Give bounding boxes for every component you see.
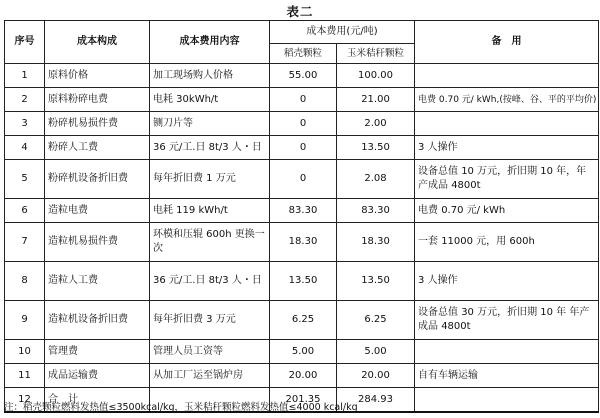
row-content: 36 元/工.日 8t/3 人・日 — [150, 136, 270, 160]
row-rice-cost: 0 — [270, 88, 337, 112]
row-item: 原料粉碎电费 — [45, 88, 150, 112]
row-rice-cost: 18.30 — [270, 223, 337, 262]
table-row — [5, 160, 599, 199]
row-no: 2 — [5, 88, 45, 112]
row-note: 一套 11000 元，用 600h — [415, 223, 599, 262]
table-title: 表二 — [286, 4, 314, 19]
header-rice-husk: 稻壳颗粒 — [270, 44, 337, 64]
header-note: 备 用 — [415, 21, 599, 64]
row-corn-cost: 20.00 — [337, 364, 415, 388]
row-rice-cost: 55.00 — [270, 64, 337, 88]
row-corn-cost: 13.50 — [337, 136, 415, 160]
table-row — [5, 136, 599, 160]
row-content: 从加工厂运至锅炉房 — [150, 364, 270, 388]
row-item: 原料价格 — [45, 64, 150, 88]
row-rice-cost: 13.50 — [270, 262, 337, 301]
row-rice-cost: 5.00 — [270, 340, 337, 364]
row-content: 管理人员工资等 — [150, 340, 270, 364]
row-content: 电耗 119 kWh/t — [150, 199, 270, 223]
row-corn-cost: 2.08 — [337, 160, 415, 199]
row-content: 每年折旧费 3 万元 — [150, 301, 270, 340]
table-row — [5, 262, 599, 301]
row-note: 电费 0.70 元/ kWh — [415, 199, 599, 223]
row-no: 12 — [5, 388, 45, 413]
row-item: 成品运输费 — [45, 364, 150, 388]
row-no: 10 — [5, 340, 45, 364]
row-corn-cost: 5.00 — [337, 340, 415, 364]
row-rice-cost: 20.00 — [270, 364, 337, 388]
row-item: 合 计 — [45, 388, 150, 413]
row-content: 每年折旧费 1 万元 — [150, 160, 270, 199]
row-corn-cost: 2.00 — [337, 112, 415, 136]
row-no: 8 — [5, 262, 45, 301]
header-content: 成本费用内容 — [150, 21, 270, 64]
row-item: 粉碎机设备折旧费 — [45, 160, 150, 199]
row-content: 环模和压辊 600h 更换一次 — [150, 223, 270, 262]
row-corn-cost: 83.30 — [337, 199, 415, 223]
row-corn-cost: 100.00 — [337, 64, 415, 88]
row-no: 1 — [5, 64, 45, 88]
total-rice-cost: 201.35 — [270, 388, 337, 413]
row-no: 7 — [5, 223, 45, 262]
row-note: 自有车辆运输 — [415, 364, 599, 388]
row-note: 设备总值 30 万元，折旧期 10 年 年产成品 4800t — [415, 301, 599, 340]
row-content: 加工现场购人价格 — [150, 64, 270, 88]
table-row — [5, 199, 599, 223]
header-cost-group: 成本费用(元/吨) — [270, 21, 415, 44]
row-note — [415, 340, 599, 364]
row-item: 造粒人工费 — [45, 262, 150, 301]
row-corn-cost: 18.30 — [337, 223, 415, 262]
row-item: 管理费 — [45, 340, 150, 364]
row-note: 电费 0.70 元/ kWh,(按峰、谷、平的平均价) — [415, 88, 599, 112]
row-rice-cost: 83.30 — [270, 199, 337, 223]
row-note: 设备总值 10 万元，折旧期 10 年，年产成品 4800t — [415, 160, 599, 199]
row-corn-cost: 21.00 — [337, 88, 415, 112]
row-no: 11 — [5, 364, 45, 388]
row-content: 36 元/工.日 8t/3 人・日 — [150, 262, 270, 301]
row-item: 粉碎机易损件费 — [45, 112, 150, 136]
header-item: 成本构成 — [45, 21, 150, 64]
row-note: 3 人操作 — [415, 136, 599, 160]
row-no: 6 — [5, 199, 45, 223]
table-row — [5, 364, 599, 388]
table-row — [5, 223, 599, 262]
row-item: 造粒电费 — [45, 199, 150, 223]
table-row — [5, 88, 599, 112]
row-item: 粉碎人工费 — [45, 136, 150, 160]
table-row — [5, 340, 599, 364]
row-corn-cost: 6.25 — [337, 301, 415, 340]
row-note: 3 人操作 — [415, 262, 599, 301]
header-row — [5, 21, 599, 44]
row-item: 造粒机设备折旧费 — [45, 301, 150, 340]
total-corn-cost: 284.93 — [337, 388, 415, 413]
table-row — [5, 301, 599, 340]
footnote: 注：稻壳颗粒燃料发热值≤3500kcal/kg，玉米秸秆颗粒燃料发热值≤4000 kcal/kg — [4, 402, 358, 413]
header-seq: 序号 — [5, 21, 45, 64]
row-no: 5 — [5, 160, 45, 199]
row-no: 3 — [5, 112, 45, 136]
header-corn-straw: 玉米秸秆颗粒 — [337, 44, 415, 64]
row-content: 电耗 30kWh/t — [150, 88, 270, 112]
cost-table — [4, 20, 599, 413]
row-rice-cost: 0 — [270, 160, 337, 199]
row-note — [415, 64, 599, 88]
row-rice-cost: 6.25 — [270, 301, 337, 340]
table-row — [5, 112, 599, 136]
row-no: 9 — [5, 301, 45, 340]
row-item: 造粒机易损件费 — [45, 223, 150, 262]
row-content: 铡刀片等 — [150, 112, 270, 136]
table-row — [5, 64, 599, 88]
row-rice-cost: 0 — [270, 136, 337, 160]
row-no: 4 — [5, 136, 45, 160]
row-corn-cost: 13.50 — [337, 262, 415, 301]
row-rice-cost: 0 — [270, 112, 337, 136]
row-note — [415, 112, 599, 136]
